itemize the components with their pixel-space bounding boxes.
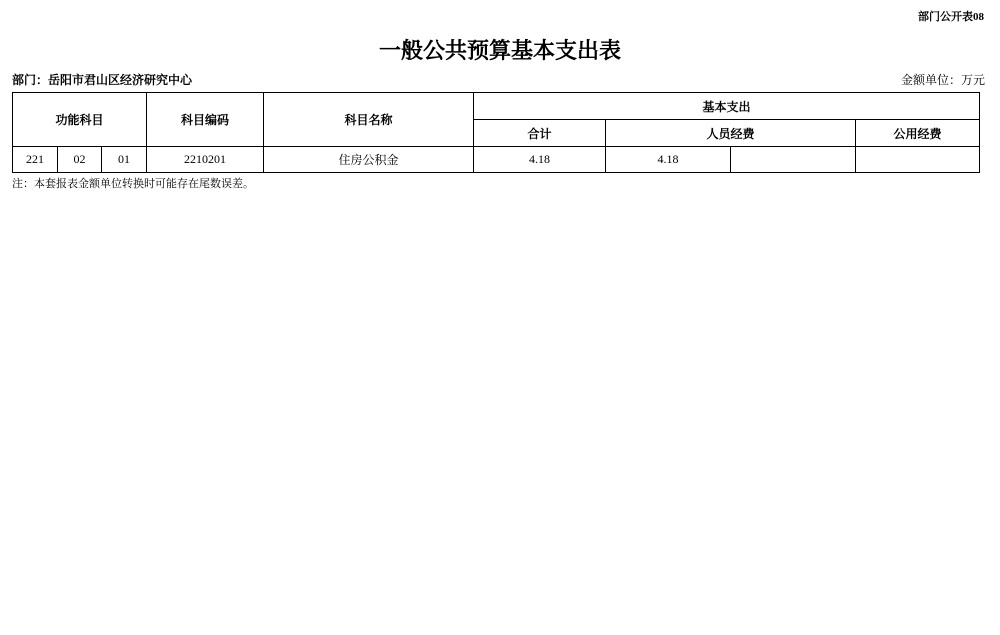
cell-personnel-funds: 4.18: [606, 147, 731, 173]
cell-total: 4.18: [474, 147, 606, 173]
header-functional-subject: 功能科目: [13, 93, 147, 147]
header-subject-code: 科目编码: [147, 93, 264, 147]
header-total: 合计: [474, 120, 606, 147]
page-title: 一般公共预算基本支出表: [378, 38, 621, 63]
header-personnel-funds: 人员经费: [606, 120, 856, 147]
cell-public-funds: [856, 147, 980, 173]
footnote: 注：本套报表金额单位转换时可能存在尾数误差。: [12, 178, 254, 190]
cell-personnel-funds-extra: [731, 147, 856, 173]
cell-func-code-item: 01: [102, 147, 147, 173]
cell-subject-code: 2210201: [147, 147, 264, 173]
department-label: 部门：岳阳市君山区经济研究中心: [12, 73, 193, 87]
header-public-funds: 公用经费: [856, 120, 980, 147]
cell-func-code-section: 02: [58, 147, 102, 173]
cell-subject-name: 住房公积金: [264, 147, 474, 173]
doc-ref-label: 部门公开表08: [918, 11, 984, 23]
cell-func-code-class: 221: [13, 147, 58, 173]
table-row: [13, 147, 980, 173]
amount-unit-label: 金额单位：万元: [900, 73, 985, 87]
header-row-1: [13, 93, 980, 120]
meta-row: [12, 71, 985, 88]
header-basic-expenditure: 基本支出: [474, 93, 980, 120]
header-subject-name: 科目名称: [264, 93, 474, 147]
budget-table: [12, 92, 980, 173]
